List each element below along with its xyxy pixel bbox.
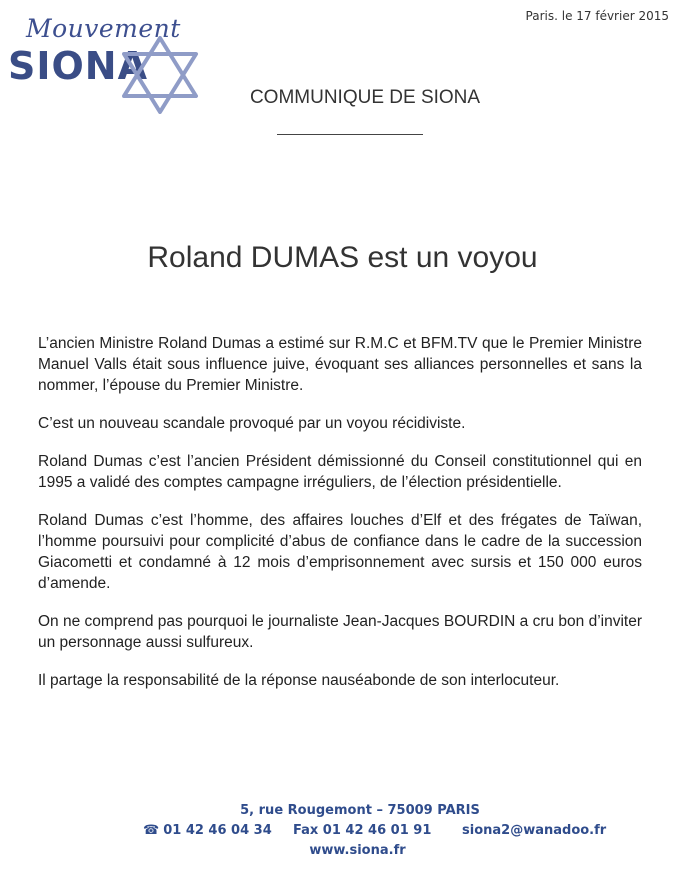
paragraph: Roland Dumas c’est l’homme, des affaires louches d’Elf et des frégates de Taïwan, l’homme poursuivi pour complicité d’abus de confiance dans le cadre de la succession Giacometti et condamné à 12 mois d’emprisonnement avec sursis et 150 000 euros d’amende. [38, 512, 642, 592]
phone-number: 01 42 46 04 34 [163, 823, 272, 838]
logo-siona-text: SIONA [8, 44, 149, 88]
document-date: Paris. le 17 février 2015 [525, 9, 669, 23]
footer-phone [143, 823, 272, 838]
footer-email: siona2@wanadoo.fr [462, 823, 607, 838]
headline: Roland DUMAS est un voyou [147, 241, 538, 274]
footer-contact-row [0, 823, 685, 849]
footer-fax: Fax 01 42 46 01 91 [293, 823, 432, 838]
phone-icon: ☎ [143, 823, 160, 838]
paragraph: Il partage la responsabilité de la réponse nauséabonde de son interlocuteur. [38, 672, 560, 689]
footer-address: 5, rue Rougemont – 75009 PARIS [240, 803, 480, 818]
logo-mouvement-text: Mouvement [26, 14, 181, 43]
paragraph: L’ancien Ministre Roland Dumas a estimé sur R.M.C et BFM.TV que le Premier Ministre Manuel Valls était sous influence juive, évoquant ses alliances personnelles et sans la nommer, l’épouse du Premier Ministre. [38, 335, 642, 394]
heading-underline [277, 134, 423, 135]
paragraph: Roland Dumas c’est l’ancien Président démissionné du Conseil constitutionnel qui en 1995 a validé des comptes campagne irréguliers, de l’élection présidentielle. [38, 453, 642, 491]
footer-website: www.siona.fr [309, 843, 406, 858]
paragraph: C’est un nouveau scandale provoqué par un voyou récidiviste. [38, 415, 466, 432]
paragraph: On ne comprend pas pourquoi le journaliste Jean-Jacques BOURDIN a cru bon d’inviter un personnage aussi sulfureux. [38, 613, 642, 651]
body-text [38, 333, 642, 708]
footer [0, 803, 685, 858]
communique-heading: COMMUNIQUE DE SIONA [249, 87, 481, 108]
